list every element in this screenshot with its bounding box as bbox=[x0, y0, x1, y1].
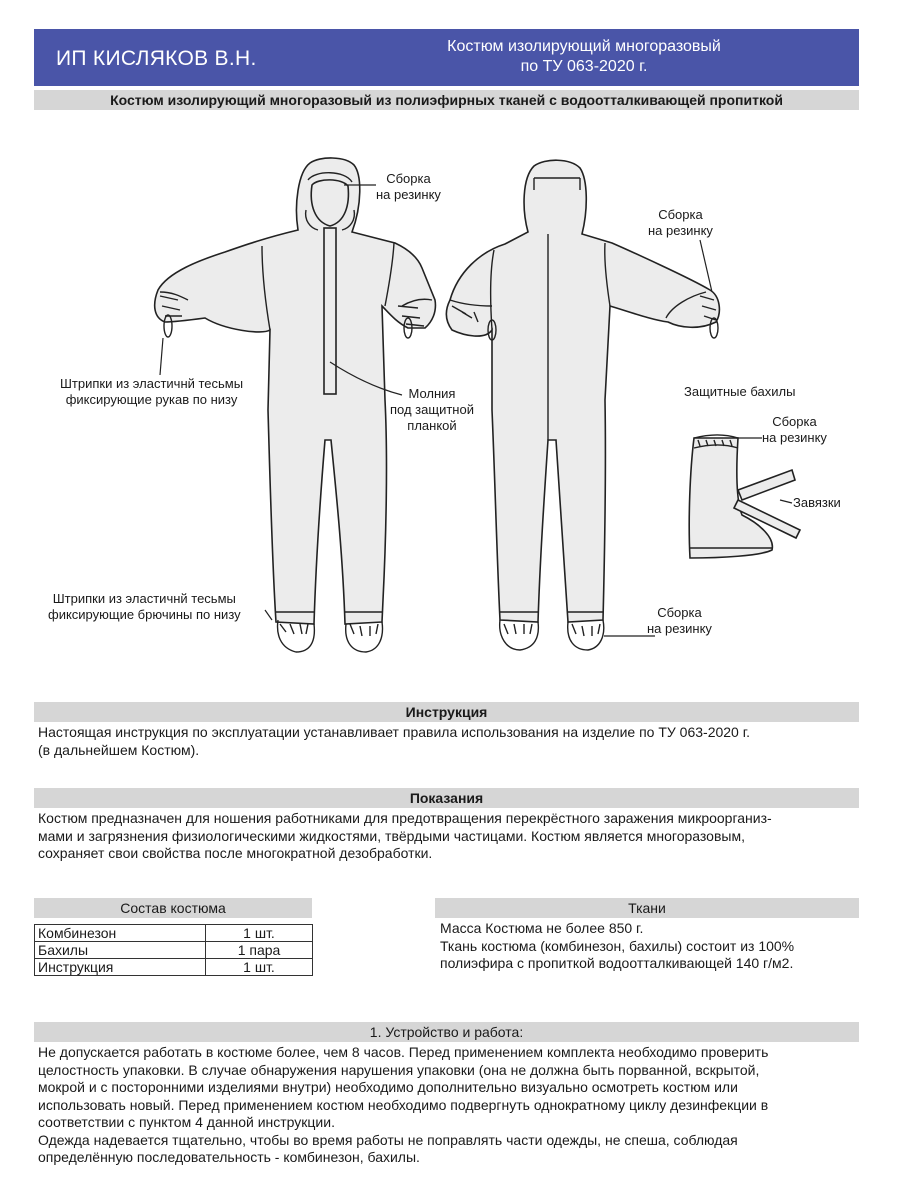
section1-line: Не допускается работать в костюме более, чем 8 часов. Перед применением комплекта необходимо проверить bbox=[38, 1044, 769, 1060]
indications-line: Костюм предназначен для ношения работниками для предотвращения перекрёстного заражения микроорганиз- bbox=[38, 810, 772, 826]
label-zipper-line3: планкой bbox=[407, 418, 457, 433]
section1-line: мокрой и с посторонними изделиями внутри) необходимо дополнительно визуально осмотреть костюм или bbox=[38, 1079, 738, 1095]
table-row bbox=[35, 925, 313, 942]
label-leg-loops-line2: фиксирующие брючины по низу bbox=[48, 607, 241, 622]
label-leg-loops bbox=[48, 591, 241, 623]
label-hood-elastic-line2: на резинку bbox=[376, 187, 441, 202]
composition-item: Комбинезон bbox=[35, 925, 206, 942]
composition-qty: 1 шт. bbox=[206, 925, 313, 942]
fabrics-line: Масса Костюма не более 850 г. bbox=[440, 920, 644, 936]
section1-line: целостность упаковки. В случае обнаружения нарушения упаковки (она не должна быть порванной, вскрытой, bbox=[38, 1061, 760, 1078]
label-cover-elastic-line1: Сборка bbox=[772, 414, 817, 429]
fabrics-heading bbox=[435, 898, 859, 918]
fabrics-line: полиэфира с пропиткой водоотталкивающей 140 г/м2. bbox=[440, 955, 794, 971]
table-row bbox=[35, 959, 313, 976]
product-subtitle: Костюм изолирующий многоразовый из полиэфирных тканей с водоотталкивающей пропиткой bbox=[34, 90, 859, 110]
label-ties: Завязки bbox=[793, 495, 841, 510]
indications-text bbox=[38, 810, 858, 863]
fabrics-line: Ткань костюма (комбинезон, бахилы) состоит из 100% bbox=[440, 937, 795, 954]
section1-heading-text: 1. Устройство и работа: bbox=[369, 1024, 524, 1040]
label-sleeve-loops-line1: Штрипки из эластичнй тесьмы bbox=[60, 376, 244, 391]
label-back-cuff-elastic-line2: на резинку bbox=[648, 223, 713, 238]
composition-heading bbox=[34, 898, 312, 918]
composition-qty: 1 пара bbox=[206, 942, 313, 959]
shoe-cover-figure bbox=[689, 435, 800, 558]
label-shoe-covers: Защитные бахилы bbox=[684, 384, 796, 399]
company-name: ИП КИСЛЯКОВ В.Н. bbox=[56, 47, 257, 70]
indications-line: мами и загрязнения физиологическими жидкостями, твёрдыми частицами. Костюм является многоразовым, bbox=[38, 827, 745, 844]
instruction-heading: Инструкция bbox=[34, 702, 859, 722]
label-hood-elastic bbox=[376, 171, 441, 203]
composition-item: Инструкция bbox=[35, 959, 206, 976]
section1-heading bbox=[34, 1022, 859, 1042]
label-cover-elastic bbox=[762, 414, 827, 446]
composition-qty: 1 шт. bbox=[206, 959, 313, 976]
composition-table bbox=[34, 924, 313, 976]
label-zipper-line1: Молния bbox=[408, 386, 456, 401]
label-zipper bbox=[390, 386, 474, 434]
label-leg-loops-line1: Штрипки из эластичнй тесьмы bbox=[52, 591, 236, 606]
section1-line: использовать новый. Перед применением костюм необходимо подвергнуть однократному циклу дезинфекции в bbox=[38, 1096, 769, 1113]
instruction-line: (в дальнейшем Костюм). bbox=[38, 741, 200, 758]
section1-line: определённую последовательность - комбинезон, бахилы. bbox=[38, 1149, 420, 1165]
label-zipper-line2: под защитной bbox=[390, 402, 474, 417]
section1-line: соответствии с пунктом 4 данной инструкции. bbox=[38, 1114, 335, 1130]
fabrics-heading-text: Ткани bbox=[628, 900, 666, 916]
section1-text bbox=[38, 1044, 858, 1167]
document-title-line1: Костюм изолирующий многоразовый bbox=[447, 38, 721, 55]
label-back-leg-elastic-line1: Сборка bbox=[657, 605, 702, 620]
label-back-leg-elastic-line2: на резинку bbox=[647, 621, 712, 636]
document-title-line2: по ТУ 063-2020 г. bbox=[520, 58, 648, 75]
label-back-cuff-elastic bbox=[648, 207, 713, 239]
instruction-line: Настоящая инструкция по эксплуатации устанавливает правила использования на изделие по ТУ 063-2020 г. bbox=[38, 724, 751, 740]
composition-item: Бахилы bbox=[35, 942, 206, 959]
label-sleeve-loops bbox=[60, 376, 243, 408]
label-cover-elastic-line2: на резинку bbox=[762, 430, 827, 445]
label-sleeve-loops-line2: фиксирующие рукав по низу bbox=[65, 392, 238, 407]
label-hood-elastic-line1: Сборка bbox=[386, 171, 431, 186]
label-back-cuff-elastic-line1: Сборка bbox=[658, 207, 703, 222]
label-back-leg-elastic bbox=[647, 605, 712, 637]
section1-line: Одежда надевается тщательно, чтобы во время работы не поправлять части одежды, не спеша, соблюдая bbox=[38, 1131, 738, 1148]
composition-heading-text: Состав костюма bbox=[120, 900, 226, 916]
instruction-text bbox=[38, 724, 858, 759]
indications-line: сохраняет свои свойства после многократной дезобработки. bbox=[38, 845, 433, 861]
indications-heading: Показания bbox=[34, 788, 859, 808]
table-row bbox=[35, 942, 313, 959]
fabrics-text bbox=[440, 920, 858, 973]
